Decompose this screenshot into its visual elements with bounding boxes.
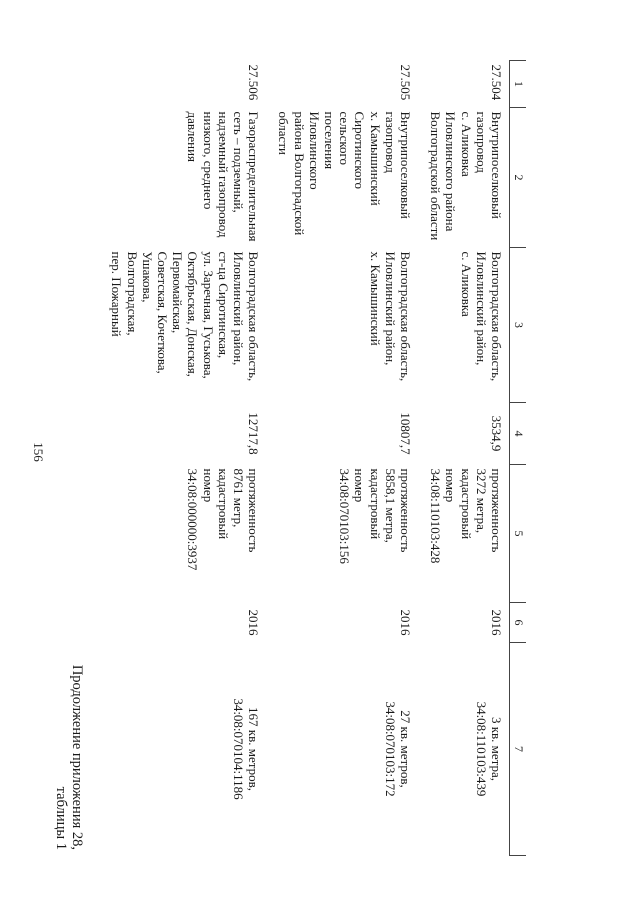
header-col-7: 7 [510, 643, 527, 856]
row-number: 27.504 [489, 64, 504, 101]
text-line: Внутрипоселковый [397, 111, 413, 219]
text-line: Ушакова, [139, 251, 155, 303]
object-value: 3534,9 [489, 415, 504, 452]
header-col-3: 3 [510, 248, 527, 403]
object-address [99, 248, 266, 403]
text-line: Иловлинский район, [473, 251, 489, 366]
header-col-5: 5 [510, 465, 527, 603]
row-number: 27.505 [397, 64, 413, 101]
page-number: 156 [31, 442, 46, 462]
text-line: х. Камышинский [367, 111, 383, 206]
object-value: 12717,8 [246, 412, 262, 455]
text-line: х. Камышинский [367, 251, 383, 346]
text-line: надземный газопровод [215, 111, 231, 238]
text-line: 5858,1 метра, [382, 468, 398, 543]
text-line: газопровод [473, 111, 489, 173]
text-line: протяженность [397, 468, 413, 553]
land-plot [266, 643, 418, 856]
text-line: Иловлинский район, [382, 251, 398, 366]
object-year: 2016 [489, 609, 504, 636]
text-line: 34:08:070103:172 [382, 701, 398, 797]
text-line: Сиротинского сельского [337, 111, 368, 189]
text-line: Волгоградская область, [489, 251, 504, 382]
object-name [418, 108, 510, 248]
object-details [99, 465, 266, 603]
table-row [266, 61, 418, 856]
text-line: давления [185, 111, 201, 163]
appendix-table [99, 60, 526, 856]
text-line: Волгоградская, [124, 251, 140, 336]
text-line: области [276, 111, 292, 155]
text-line: протяженность [489, 468, 504, 553]
text-line: номер [200, 468, 216, 503]
text-line: 34:08:070103:156 [337, 468, 353, 564]
text-line: 3272 метра, [473, 468, 489, 534]
object-value: 10807,7 [397, 412, 413, 455]
text-line: Иловлинского района [443, 111, 459, 232]
text-line: Волгоградской области [428, 111, 444, 241]
object-address [266, 248, 418, 403]
text-line: 34:08:110103:439 [473, 701, 489, 797]
text-line: с. Аликовка [458, 111, 474, 177]
continuation-line-1: Продолжение приложения 28, [69, 664, 85, 850]
text-line: кадастровый [367, 468, 383, 540]
text-line: 34:08:070104:1186 [230, 698, 246, 800]
text-line: низкого, среднего [200, 111, 216, 210]
text-line: Волгоградская область, [246, 251, 262, 382]
text-line: пер. Пожарный [109, 251, 125, 337]
header-row [510, 61, 527, 856]
text-line: 3 кв. метра, [489, 716, 504, 782]
object-details [266, 465, 418, 603]
text-line: номер [352, 468, 368, 503]
text-line: ст-ца Сиротинская, [215, 251, 231, 359]
table-row [418, 61, 510, 856]
text-line: Советская, Кочеткова, [154, 251, 170, 374]
table-row [99, 61, 266, 856]
text-line: Октябрьская, Донская, [185, 251, 201, 377]
object-year: 2016 [397, 609, 413, 636]
text-line: 167 кв. метров, [246, 707, 262, 791]
land-plot [99, 643, 266, 856]
text-line: Внутрипоселковый [489, 111, 504, 219]
header-col-2: 2 [510, 108, 527, 248]
object-year: 2016 [246, 609, 262, 636]
object-name [99, 108, 266, 248]
land-plot [418, 643, 510, 856]
text-line: сеть – подземный, [230, 111, 246, 213]
text-line: газопровод [382, 111, 398, 173]
text-line: Газораспределительная [246, 111, 262, 242]
text-line: 34:08:110103:428 [428, 468, 444, 564]
object-address [418, 248, 510, 403]
object-details [418, 465, 510, 603]
header-col-1: 1 [510, 61, 527, 108]
header-col-4: 4 [510, 403, 527, 465]
text-line: Первомайская, [170, 251, 186, 334]
text-line: кадастровый [458, 468, 474, 540]
object-name [266, 108, 418, 248]
text-line: Иловлинский район, [230, 251, 246, 366]
text-line: района Волгоградской [291, 111, 307, 236]
text-line: 8761 метр, [230, 468, 246, 528]
continuation-caption [53, 665, 85, 850]
text-line: кадастровый [215, 468, 231, 540]
text-line: поселения Иловлинского [306, 111, 337, 190]
row-number: 27.506 [246, 64, 262, 101]
text-line: номер [443, 468, 459, 503]
text-line: Волгоградская область, [397, 251, 413, 382]
text-line: с. Аликовка [458, 251, 474, 317]
continuation-line-2: таблицы 1 [53, 786, 69, 850]
text-line: 27 кв. метров, [397, 710, 413, 788]
header-col-6: 6 [510, 603, 527, 643]
text-line: протяженность [246, 468, 262, 553]
text-line: 34:08:000000:3937 [185, 468, 201, 571]
text-line: ул. Заречная, Гуськова, [200, 251, 216, 379]
